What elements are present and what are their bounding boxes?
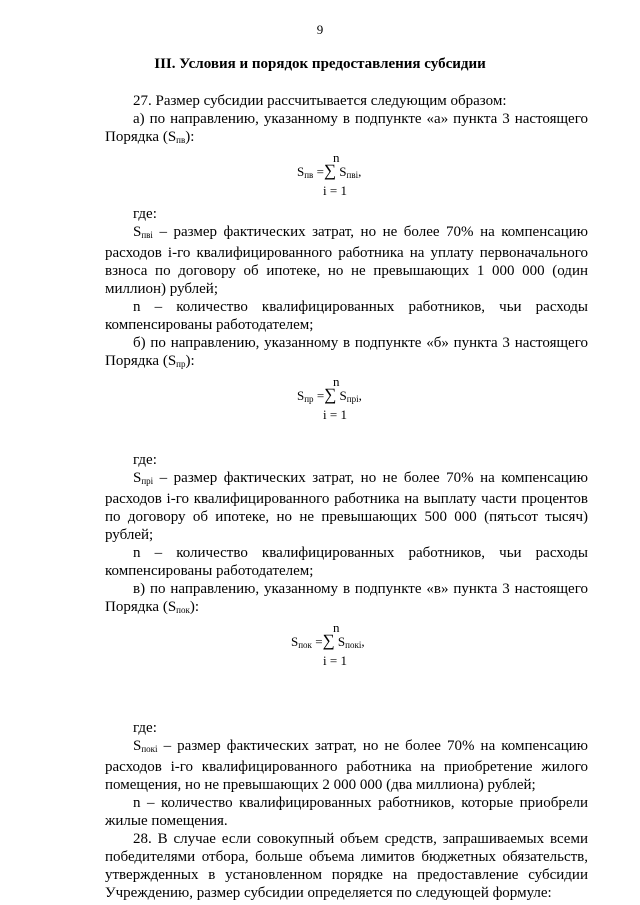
spacer bbox=[105, 675, 588, 719]
definition-spvi bbox=[105, 223, 588, 298]
item-a-label: а) по направлению, указанному в подпункте «а» пункта 3 настоящего Порядка (S bbox=[105, 111, 588, 145]
formula-pok-expression: $S_{пок}$ =∑ $S_{покi}$, bbox=[291, 631, 365, 650]
page-number: 9 bbox=[316, 22, 324, 37]
formula-pr-expression: $S_{пр}$ =∑ $S_{прi}$, bbox=[297, 385, 362, 404]
formula-pok-lhs-sub: пок bbox=[298, 640, 312, 650]
paragraph-27-intro: 27. Размер субсидии рассчитывается следующим образом: bbox=[133, 93, 507, 109]
definition-spvi-text: – размер фактических затрат, но не более 70% на компенсацию расходов i-го квалифицированного работника на уплату первоначального взноса по договору об ипотеке, но не превышающих 1 000 000 (один миллион) рублей; bbox=[105, 224, 588, 297]
section-heading: III. Условия и порядок предоставления субсидии bbox=[154, 56, 486, 72]
formula-pok-rhs: S bbox=[337, 634, 346, 649]
item-a-text bbox=[105, 110, 588, 149]
formula-pv-rhs: S bbox=[339, 164, 347, 179]
definition-spoki-symbol: S bbox=[133, 738, 142, 754]
formula-pok bbox=[105, 619, 588, 675]
definition-n-2: n – количество квалифицированных работников, чьи расходы компенсированы работодателем; bbox=[105, 545, 588, 579]
item-a-close: ): bbox=[185, 129, 195, 145]
item-b-sub: пр bbox=[176, 359, 186, 369]
item-a-sub: пв bbox=[176, 135, 186, 145]
formula-pv-lower: i = 1 bbox=[323, 183, 347, 198]
definition-spri bbox=[105, 469, 588, 544]
formula-pv-upper: n bbox=[333, 150, 340, 165]
formula-pr-rhs-sub: прi bbox=[346, 394, 359, 404]
formula-pok-rhs-sub: покi bbox=[345, 640, 362, 650]
item-v-text bbox=[105, 580, 588, 619]
item-v-sub: пок bbox=[176, 605, 190, 615]
item-v-close: ): bbox=[189, 599, 200, 615]
definition-spri-sub: прi bbox=[141, 476, 154, 486]
item-v-label: в) по направлению, указанному в подпункте «в» пункта 3 настоящего Порядка (S bbox=[105, 581, 588, 615]
definition-spoki-text: – размер фактических затрат, но не более 70% на компенсацию расходов i-го квалифицированного работника на приобретение жилого помещения, но не превышающих 2 000 000 (два миллиона) рублей; bbox=[105, 738, 588, 793]
formula-pok-upper: n bbox=[333, 620, 340, 635]
formula-pr-lower: i = 1 bbox=[323, 407, 347, 422]
definition-spvi-symbol: S bbox=[133, 224, 142, 240]
document-body bbox=[105, 92, 588, 902]
paragraph-28: 28. В случае если совокупный объем средств, запрашиваемых всеми победителями отбора, больше объема лимитов бюджетных обязательств, утвержденных в установленном порядке на предоставление субсидии Учреждению, размер субсидии определяется по следующей формуле: bbox=[105, 831, 588, 901]
definition-n-3: n – количество квалифицированных работников, которые приобрели жилые помещения. bbox=[105, 795, 588, 829]
item-b-close: ): bbox=[185, 353, 195, 369]
definition-spoki-sub: покi bbox=[141, 744, 158, 754]
formula-pr-upper: n bbox=[333, 374, 340, 389]
definition-spri-symbol: S bbox=[133, 470, 142, 486]
item-b-text bbox=[105, 334, 588, 373]
definition-n-1: n – количество квалифицированных работников, чьи расходы компенсированы работодателем; bbox=[105, 299, 588, 333]
formula-pv-lhs: S bbox=[297, 164, 305, 179]
formula-pok-lower: i = 1 bbox=[323, 653, 347, 668]
spacer bbox=[105, 429, 588, 451]
item-b-label: б) по направлению, указанному в подпункте «б» пункта 3 настоящего Порядка (S bbox=[105, 335, 588, 369]
formula-pv-sum-icon: ∑ bbox=[323, 161, 337, 180]
gde-1: где: bbox=[133, 206, 157, 222]
formula-pr-lhs: S bbox=[297, 388, 305, 403]
formula-pv-rhs-sub: пвi bbox=[346, 170, 359, 180]
formula-pr-lhs-sub: пр bbox=[304, 394, 314, 404]
formula-pok-sum-icon: ∑ bbox=[322, 631, 335, 650]
formula-pr bbox=[105, 373, 588, 429]
formula-pv-expression: $S_{пв}$ =∑ $S_{пвi}$, bbox=[297, 161, 362, 180]
formula-pr-rhs: S bbox=[339, 388, 347, 403]
formula-pr-sum-icon: ∑ bbox=[324, 385, 337, 404]
definition-spri-text: – размер фактических затрат, но не более 70% на компенсацию расходов i-го квалифицированного работника на выплату части процентов по договору об ипотеке, но не превышающих 500 000 (пятьсот тысяч) рублей; bbox=[105, 470, 588, 543]
formula-pv bbox=[105, 149, 588, 205]
formula-pok-lhs: S bbox=[291, 634, 299, 649]
definition-spvi-sub: пвi bbox=[141, 230, 153, 240]
gde-2: где: bbox=[133, 452, 157, 468]
gde-3: где: bbox=[133, 720, 157, 736]
formula-pv-lhs-sub: пв bbox=[304, 170, 314, 180]
definition-spoki bbox=[105, 737, 588, 794]
